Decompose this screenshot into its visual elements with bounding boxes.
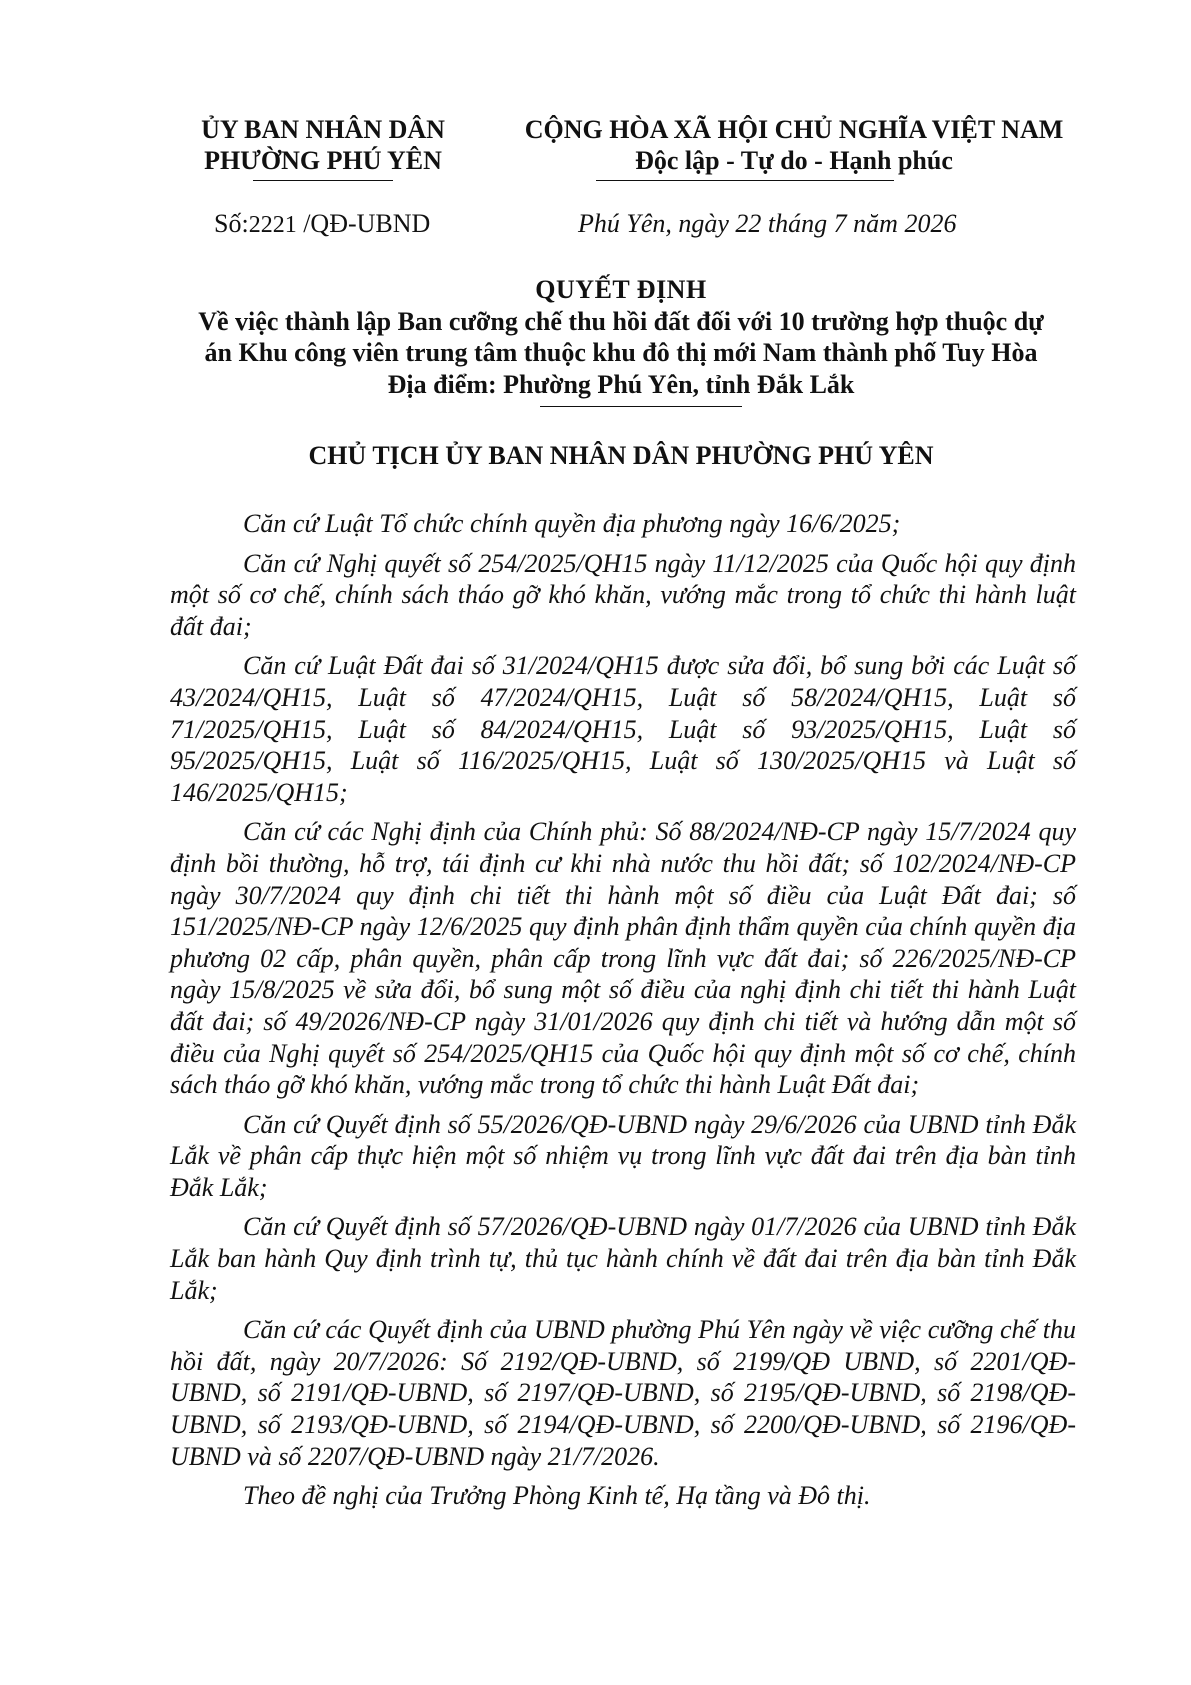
date-month: 7: [833, 209, 847, 238]
date-year: 2026: [904, 209, 957, 238]
basis-paragraph: Căn cứ Quyết định số 57/2026/QĐ-UBND ngày 01/7/2026 của UBND tỉnh Đắk Lắk ban hành Quy định trình tự, thủ tục hành chính về đất đai trên địa bàn tỉnh Đắk Lắk;: [170, 1212, 1076, 1305]
issuing-agency-line2: PHƯỜNG PHÚ YÊN: [204, 146, 442, 175]
authority-heading: CHỦ TỊCH ỦY BAN NHÂN DÂN PHƯỜNG PHÚ YÊN: [308, 441, 934, 470]
basis-paragraph: Căn cứ Luật Đất đai số 31/2024/QH15 được sửa đổi, bổ sung bởi các Luật số 43/2024/QH15, Luật số 47/2024/QH15, Luật số 58/2024/QH15, Luật số 71/2025/QH15, Luật số 84/2024/QH15, Luật số 93/2025/QH15, Luật số 95/2025/QH15, Luật số 116/2025/QH15, Luật số 130/2025/QH15 và Luật số 146/2025/QH15;: [170, 651, 1076, 807]
national-motto-underline: [596, 180, 894, 181]
decision-subject-line1: Về việc thành lập Ban cưỡng chế thu hồi đất đối với 10 trường hợp thuộc dự: [198, 306, 1044, 336]
basis-paragraph: Căn cứ Quyết định số 55/2026/QĐ-UBND ngày 29/6/2026 của UBND tỉnh Đắk Lắk về phân cấp thực hiện một số nhiệm vụ trong lĩnh vực đất đai trên địa bàn tỉnh Đắk Lắk;: [170, 1109, 1076, 1202]
national-slogan: Độc lập - Tự do - Hạnh phúc: [635, 146, 953, 175]
year-label: năm: [853, 209, 898, 238]
month-label: tháng: [767, 209, 828, 238]
basis-paragraph: Theo đề nghị của Trưởng Phòng Kinh tế, Hạ tầng và Đô thị.: [243, 1481, 871, 1511]
national-motto: [514, 114, 1074, 176]
decision-location: Địa điểm: Phường Phú Yên, tỉnh Đắk Lắk: [387, 369, 855, 399]
basis-paragraph: Căn cứ các Nghị định của Chính phủ: Số 88/2024/NĐ-CP ngày 15/7/2024 quy định bồi thường, hỗ trợ, tái định cư khi nhà nước thu hồi đất; số 102/2024/NĐ-CP ngày 30/7/2024 quy định chi tiết thi hành một số điều của Luật Đất đai; số 151/2025/NĐ-CP ngày 12/6/2025 quy định phân định thẩm quyền của chính quyền địa phương 02 cấp, phân quyền, phân cấp trong lĩnh vực đất đai; số 226/2025/NĐ-CP ngày 15/8/2025 về sửa đổi, bổ sung một số điều của nghị định chi tiết thi hành Luật đất đai; số 49/2026/NĐ-CP ngày 31/01/2026 quy định chi tiết và hướng dẫn một số điều của Nghị quyết số 254/2025/QH15 của Quốc hội quy định một số cơ chế, chính sách tháo gỡ khó khăn, vướng mắc trong tổ chức thi hành Luật Đất đai;: [170, 817, 1076, 1100]
title-underline: [540, 406, 742, 407]
issuing-agency-line1: ỦY BAN NHÂN DÂN: [201, 115, 445, 144]
issuing-agency: [168, 114, 478, 176]
basis-paragraph: Căn cứ Luật Tổ chức chính quyền địa phương ngày 16/6/2025;: [243, 509, 901, 538]
document-number-prefix: Số:: [214, 209, 249, 238]
document-number: [214, 208, 430, 241]
issuing-agency-underline: [253, 180, 393, 181]
basis-paragraph: Căn cứ các Quyết định của UBND phường Phú Yên ngày về việc cưỡng chế thu hồi đất, ngày 20/7/2026: Số 2192/QĐ-UBND, số 2199/QĐ UBND, số 2201/QĐ-UBND, số 2191/QĐ-UBND, số 2197/QĐ-UBND, số 2195/QĐ-UBND, số 2198/QĐ-UBND, số 2193/QĐ-UBND, số 2194/QĐ-UBND, số 2200/QĐ-UBND, số 2196/QĐ-UBND và số 2207/QĐ-UBND ngày 21/7/2026.: [170, 1315, 1076, 1471]
place-date: [578, 208, 956, 239]
document-number-value: 2221: [248, 212, 297, 238]
decision-subject-line2: án Khu công viên trung tâm thuộc khu đô thị mới Nam thành phố Tuy Hòa: [204, 338, 1038, 367]
decision-title-block: [168, 274, 1074, 400]
decision-heading: QUYẾT ĐỊNH: [535, 275, 707, 304]
legal-basis: [170, 508, 1076, 1520]
national-name: CỘNG HÒA XÃ HỘI CHỦ NGHĨA VIỆT NAM: [524, 115, 1064, 144]
place-label: Phú Yên, ngày: [578, 209, 729, 238]
document-number-suffix: /QĐ-UBND: [303, 209, 431, 238]
date-day: 22: [735, 209, 762, 238]
basis-paragraph: Căn cứ Nghị quyết số 254/2025/QH15 ngày 11/12/2025 của Quốc hội quy định một số cơ chế, chính sách tháo gỡ khó khăn, vướng mắc trong tổ chức thi hành luật đất đai;: [170, 548, 1076, 641]
